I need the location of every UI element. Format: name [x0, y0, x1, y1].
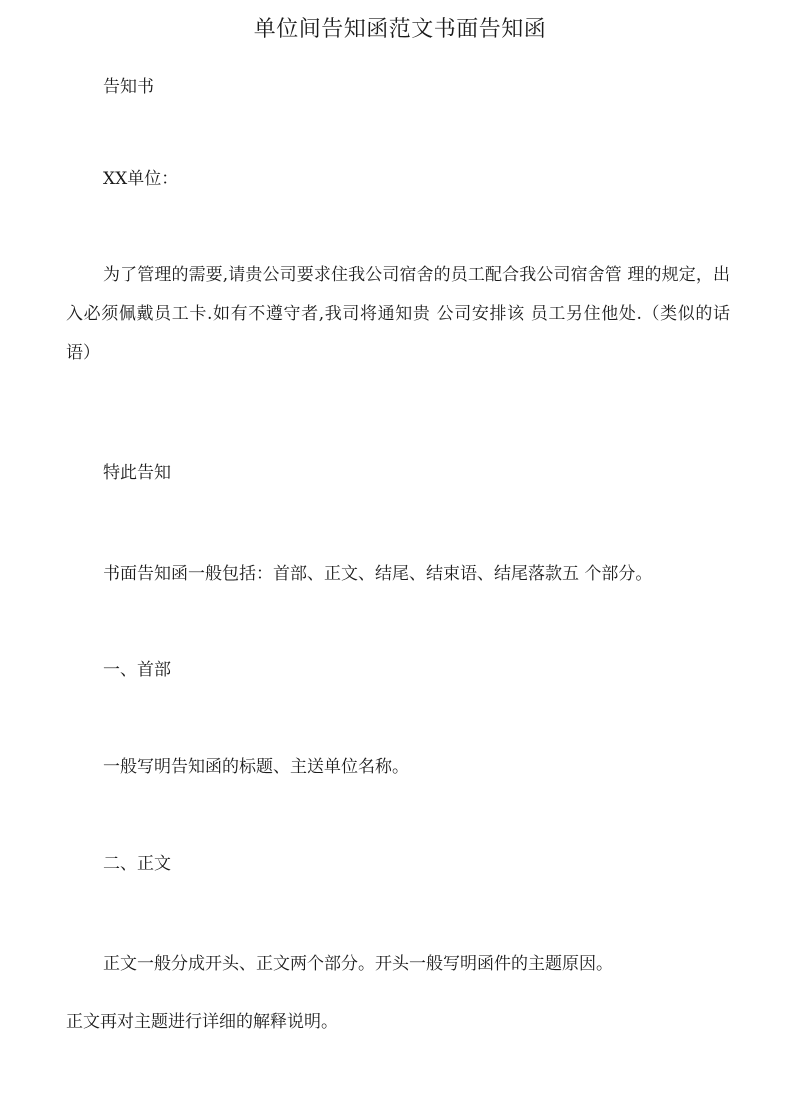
document-title: 单位间告知函范文书面告知函 — [253, 17, 547, 42]
section2-text-line1: 正文一般分成开头、正文两个部分。开头一般写明函件的主题原因。 — [103, 954, 613, 974]
section2-text-line2: 正文再对主题进行详细的解释说明。 — [66, 1012, 338, 1032]
notice-heading: 告知书 — [103, 77, 154, 97]
closing-line: 特此告知 — [103, 463, 171, 483]
body-paragraph: 为了管理的需要,请贵公司要求住我公司宿舍的员工配合我公司宿舍管 理的规定，出入必须佩戴员工卡.如有不遵守者,我司将通知贵 公司安排该 员工另住他处.（类似的话语） — [66, 265, 730, 363]
section1-heading: 一、首部 — [103, 660, 171, 680]
section2-heading: 二、正文 — [103, 854, 171, 874]
recipient-line: XX单位： — [103, 169, 179, 189]
section1-text: 一般写明告知函的标题、主送单位名称。 — [103, 757, 409, 777]
intro-paragraph: 书面告知函一般包括：首部、正文、结尾、结束语、结尾落款五 个部分。 — [103, 564, 653, 584]
